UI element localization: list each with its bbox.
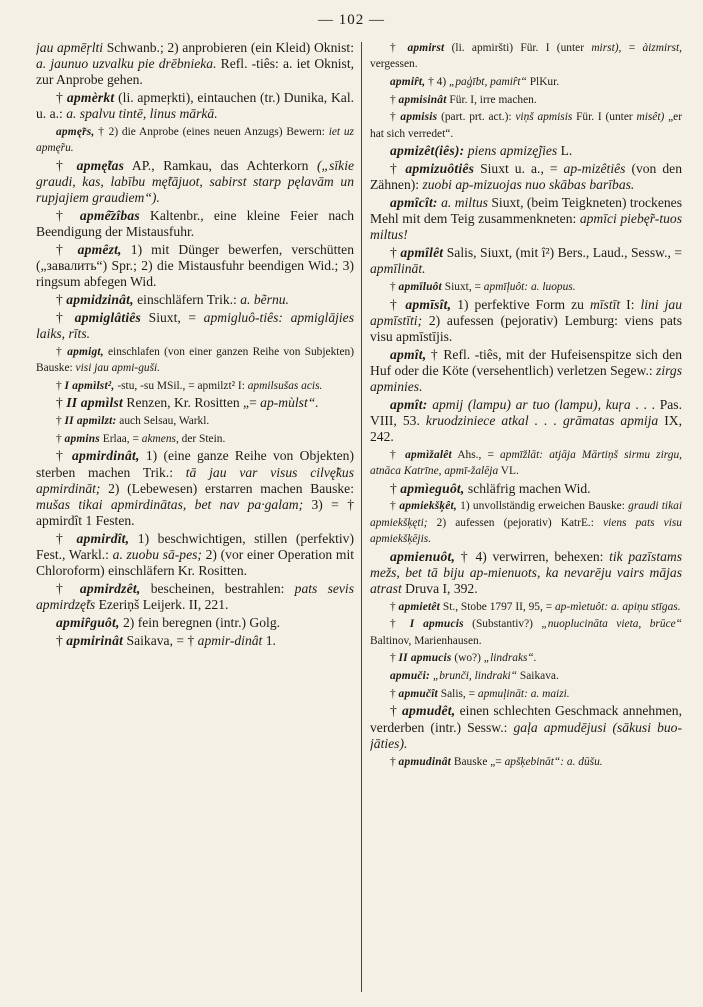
example-text: apmuļināt: a. maizi.	[477, 687, 570, 700]
dictionary-entry	[36, 615, 354, 631]
example-text: zuobi ap-mizuojas nuo skābas barības.	[422, 177, 635, 193]
definition-text: Renzen, Kr. Rositten „=	[122, 395, 261, 411]
example-text: apmilsušas acis.	[247, 379, 323, 392]
example-text: („sīkie graudi, kas, labību mę̃tājuot, sabirst starp pęlavām un rupjajiem graudiem“).	[36, 157, 354, 206]
example-text: lini jau apmīstīti;	[370, 296, 682, 328]
headword: I apmucis	[409, 618, 464, 631]
dictionary-entry	[370, 143, 682, 159]
definition-text: (part. prt. act.):	[437, 111, 516, 124]
definition-text: (li. apmiršti) Für. I (unter	[444, 42, 592, 54]
dictionary-entry	[370, 616, 682, 648]
headword: I apmìlst²,	[64, 379, 115, 392]
dagger-mark: †	[56, 395, 67, 411]
definition-text: 2) (vor einer Operation mit Chloroform) einschläfern Kr. Rositten.	[36, 547, 354, 579]
definition-text: St., Stobe 1797 II, 95, =	[440, 600, 555, 613]
page-number: — 102 —	[318, 12, 385, 28]
example-text: mīstīt	[589, 296, 621, 312]
example-text: apmīci piebę̃r-tuos miltus!	[370, 211, 682, 243]
dictionary-entry	[36, 158, 354, 207]
definition-text: einschläfern Trik.:	[133, 292, 241, 308]
definition-text: PlKur.	[526, 75, 560, 88]
headword: apmîcît:	[390, 194, 438, 210]
dictionary-entry	[370, 92, 682, 108]
definition-text: =	[621, 42, 643, 54]
dictionary-entry	[370, 245, 682, 277]
example-text: apmīlināt.	[370, 261, 426, 277]
example-text: ap-mùlst“.	[260, 395, 319, 411]
dictionary-entry	[370, 549, 682, 598]
dictionary-entry	[36, 633, 354, 649]
dictionary-entry	[370, 498, 682, 547]
headword: apmêzt,	[77, 241, 122, 257]
definition-text: Kaltenbr., eine kleine Feier nach Beendigung der Mistausfuhr.	[36, 208, 354, 240]
dictionary-entry	[370, 447, 682, 479]
headword: apmìeguôt,	[400, 480, 465, 496]
dictionary-entry	[370, 109, 682, 141]
example-text: àizmirst,	[642, 42, 682, 54]
definition-text: „er hat sich verredet“.	[370, 111, 682, 140]
dagger-mark: †	[56, 414, 65, 427]
example-text: viens pats visu apmiekšķējis.	[370, 516, 682, 545]
definition-text: -stu, -su MSil., = apmilzt² I:	[114, 379, 248, 392]
dictionary-entry	[370, 195, 682, 244]
left-column	[36, 40, 354, 995]
headword: apmīluôt	[398, 280, 442, 293]
headword: apmiȓt,	[390, 75, 426, 88]
dagger-mark: †	[56, 581, 80, 596]
definition-text: schläfrig machen Wid.	[464, 480, 591, 496]
example-text: apšķebināt“: a. dūšu.	[504, 755, 603, 768]
definition-text: 2) (Lebewesen) erstarren machen Bauske:	[100, 480, 354, 496]
example-text: graudi tikai apmiekšķęti;	[370, 500, 682, 529]
dagger-mark: †	[56, 90, 67, 106]
dagger-mark: †	[390, 296, 406, 312]
dictionary-entry	[370, 297, 682, 346]
dictionary-entry	[370, 686, 682, 702]
example-text: viņš apmisis	[515, 111, 573, 124]
headword: apmietêt	[398, 600, 441, 613]
dictionary-entry	[36, 431, 354, 447]
example-text: apmīļuôt: a. luopus.	[483, 280, 576, 293]
example-text: „lindraks“.	[483, 652, 537, 665]
definition-text: Bauske „=	[451, 755, 505, 768]
definition-text: VL.	[498, 465, 519, 478]
headword: apmudêt,	[402, 703, 456, 719]
column-divider	[361, 42, 362, 992]
headword: apmît:	[390, 396, 428, 412]
headword: apmę̃tas	[76, 157, 125, 173]
example-text: „paģībt, pamiȓt“	[449, 75, 527, 88]
example-text: a. zuobu sā-pes;	[112, 547, 202, 563]
example-text: mušas tikai apmirdinātas, bet nav pa·galam;	[36, 496, 304, 512]
dictionary-entry	[36, 344, 354, 376]
headword: apmît,	[390, 346, 427, 362]
headword: apmigt,	[67, 345, 104, 358]
dictionary-entry	[370, 599, 682, 615]
example-text: pats sevis apmirdzę̃ts	[36, 581, 354, 613]
example-text: a. bẽrnu.	[240, 292, 289, 308]
dictionary-entry	[370, 397, 682, 446]
definition-text: der Stein.	[178, 432, 226, 445]
definition-text: IX, 242.	[370, 412, 682, 445]
example-text: apmir-dinât	[197, 632, 263, 648]
dictionary-entry	[36, 310, 354, 342]
definition-text: 2) aufessen (pejorativ) Lemburg: viens pats visu apmīstījis.	[370, 312, 682, 344]
definition-text: † 4)	[425, 75, 449, 88]
dagger-mark: †	[56, 208, 80, 224]
example-text: ap-mizêtiês	[563, 160, 626, 176]
definition-text: Für. I (unter	[572, 111, 637, 124]
example-text: a. spalvu tintē, linus mārkā.	[66, 106, 218, 122]
definition-text: Saikava, = †	[123, 632, 198, 648]
definition-text: bescheinen, bestrahlen:	[140, 581, 295, 596]
example-text: „brunči, lindraki“	[432, 670, 518, 683]
dagger-mark: †	[56, 309, 75, 325]
headword: apmirst	[407, 42, 445, 54]
dictionary-entry	[36, 395, 354, 411]
definition-text: Siuxt, =	[441, 280, 484, 293]
definition-text: Erlaa, =	[99, 432, 142, 445]
definition-text: † 2) die Anprobe (eines neuen Anzugs) Bewern:	[94, 126, 329, 139]
dictionary-entry	[36, 581, 354, 613]
definition-text: (li. apmeŗkti), eintauchen (tr.) Dunika, Kal. u. a.:	[36, 90, 354, 122]
dagger-mark: †	[390, 244, 401, 260]
definition-text: † 4) verwirren, behexen:	[455, 548, 610, 564]
headword: apmèrkt	[66, 90, 115, 106]
dagger-mark: †	[390, 500, 400, 513]
dagger-mark: †	[56, 157, 77, 173]
example-text: apmij (lampu) ar tuo (lampu), kuŗa	[432, 396, 631, 412]
dictionary-entry	[36, 40, 354, 89]
dictionary-entry	[370, 668, 682, 684]
headword: apmisis	[400, 111, 438, 124]
dagger-mark: †	[390, 280, 399, 293]
definition-text: † Refl. -tiês, mit der Hufeisenspitze sich den Huf oder die Köte (versehentlich) verletzen Segew.:	[370, 346, 682, 378]
dagger-mark: †	[56, 379, 65, 392]
definition-text: auch Selsau, Warkl.	[116, 414, 210, 427]
definition-text: Für. I, irre machen.	[446, 93, 537, 106]
headword: apmìžalêt	[405, 448, 452, 461]
dictionary-entry	[36, 242, 354, 291]
headword: apmê̄zîbas	[79, 208, 140, 224]
example-text: jau apmēŗlti	[36, 40, 104, 55]
example-text: piens apmizę̃jies	[467, 143, 558, 159]
dictionary-entry	[36, 448, 354, 529]
definition-text: (wo?)	[451, 652, 484, 665]
definition-text: Ahs., =	[451, 448, 501, 461]
definition-text: Siuxt, (beim Teigkneten) trockenes Mehl mit dem Teig zusammenkneten:	[370, 194, 682, 227]
definition-text: Siuxt u. a., =	[474, 160, 564, 176]
dictionary-entry	[370, 754, 682, 770]
dictionary-entry	[36, 124, 354, 156]
dagger-mark: †	[390, 687, 399, 700]
headword: apmisinât	[398, 93, 447, 106]
example-text: kruodziniece atkal . . . grāmatas apmija	[425, 412, 659, 428]
dagger-mark: †	[56, 292, 67, 308]
dagger-mark: †	[390, 93, 399, 106]
dictionary-entry	[36, 531, 354, 580]
definition-text: (Substantiv?)	[463, 618, 542, 631]
dagger-mark: †	[56, 448, 72, 464]
dictionary-entry	[370, 74, 682, 90]
headword: apmirdît,	[76, 530, 130, 546]
dagger-mark: †	[56, 432, 65, 445]
dagger-mark: †	[390, 618, 410, 631]
example-text: a. jaunuo uzvalku pie drēbnieka.	[36, 56, 217, 72]
headword: apmiekšķêt,	[399, 500, 457, 513]
definition-text: Refl. -tiês: a. iet Oknist, zur Anprobe gehen.	[36, 56, 354, 88]
right-column	[370, 40, 682, 995]
definition-text: vergessen.	[370, 58, 418, 71]
example-text: visi jau apmi-guši.	[75, 361, 161, 374]
dagger-mark: †	[56, 632, 67, 648]
headword: apmidzinât,	[66, 292, 134, 308]
headword: II apmìlst	[66, 395, 123, 411]
definition-text: (von den Zähnen):	[370, 160, 682, 193]
dictionary-entry	[370, 703, 682, 752]
definition-text: Baltinov, Marienhausen.	[370, 634, 482, 647]
headword: II apmucis	[398, 652, 452, 665]
example-text: apmīžlāt: atjāja Mārtiņš sirmu zirgu, atnāca Katrīne, apmī-žalēja	[370, 448, 682, 478]
example-text: mirst),	[591, 42, 622, 54]
definition-text: Saikava.	[517, 670, 559, 683]
dictionary-entry	[370, 650, 682, 666]
headword: apmienuôt,	[390, 548, 456, 564]
definition-text: 2) aufessen (pejorativ) KatrE.:	[427, 516, 604, 529]
example-text: ap-mìetuôt: a. apiņu stīgas.	[554, 600, 681, 613]
definition-text: Ezeriņš Leijerk. II, 221.	[95, 597, 229, 613]
example-text: akmens,	[141, 432, 179, 445]
dictionary-entry	[36, 378, 354, 394]
dagger-mark: †	[390, 111, 401, 124]
headword: apmîlêt	[400, 244, 444, 260]
example-text: tā jau var visus cilvę̃kus apmirdināt;	[36, 464, 354, 496]
headword: apmirdzêt,	[79, 581, 141, 596]
dictionary-entry	[370, 161, 682, 193]
definition-text: 1) mit Dünger bewerfen, verschütten („завалить“) Spr.; 2) die Mistausfuhr beendigen Wid.; 3) ringsum abfegen Wid.	[36, 241, 354, 290]
dagger-mark: †	[390, 600, 399, 613]
dagger-mark: †	[390, 160, 406, 176]
example-text: „nuoplucināta vieta, brūce“	[541, 618, 682, 631]
headword: apmizêt(iês):	[390, 143, 465, 159]
dagger-mark: †	[390, 42, 408, 54]
dagger-mark: †	[390, 703, 402, 719]
definition-text: 2) fein beregnen (intr.) Golg.	[119, 614, 281, 630]
definition-text: L.	[557, 143, 573, 159]
example-text: iet uz apmę̃ru.	[36, 126, 354, 155]
example-text: apmigluô-tiês: apmiglājies laiks, rīts.	[36, 309, 354, 341]
dictionary-entry	[370, 481, 682, 497]
headword: apmirdinât,	[72, 448, 140, 464]
definition-text: 1) unvollständig erweichen Bauske:	[456, 500, 629, 513]
example-text: zirgs apminies.	[370, 362, 682, 395]
dagger-mark: †	[390, 448, 406, 461]
headword: apmiglâtiês	[74, 309, 142, 325]
headword: apmuči:	[390, 670, 430, 683]
dagger-mark: †	[56, 345, 68, 358]
definition-text: einen schlechten Geschmack annehmen, verderben (intr.) Sessw.:	[370, 703, 682, 735]
definition-text: . . . Pas. VIII, 53.	[370, 396, 682, 428]
definition-text: I:	[620, 296, 641, 312]
dictionary-entry	[370, 347, 682, 396]
dictionary-entry	[36, 413, 354, 429]
headword: apmirinât	[66, 632, 124, 648]
definition-text: Siuxt, =	[141, 309, 204, 325]
example-text: tik pazīstams mežs, bet tā biju ap-mienuots, ka nevarēju vairs mājas atrast	[370, 548, 682, 596]
dictionary-entry	[36, 208, 354, 240]
headword: apmę̃rs,	[56, 126, 95, 139]
example-text: a. miltus	[441, 194, 488, 210]
dictionary-entry	[36, 90, 354, 122]
dictionary-entry	[370, 40, 682, 72]
definition-text: Salis, =	[437, 687, 478, 700]
definition-text: 1) beschwichtigen, stillen (perfektiv) Fest., Warkl.:	[36, 530, 354, 563]
dagger-mark: †	[56, 241, 78, 257]
headword: apmīsît,	[405, 296, 452, 312]
dagger-mark: †	[390, 755, 399, 768]
definition-text: einschlafen (von einer ganzen Reihe von Subjekten) Bauske:	[36, 345, 354, 374]
dagger-mark: †	[56, 530, 77, 546]
dictionary-entry	[36, 292, 354, 308]
definition-text: 1) perfektive Form zu	[451, 296, 590, 312]
dictionary-entry	[370, 279, 682, 295]
definition-text: 3) = † apmirdît 1 Festen.	[36, 496, 354, 529]
headword: apmučît	[398, 687, 438, 700]
headword: apmins	[64, 432, 100, 445]
definition-text: Schwanb.; 2) anprobieren (ein Kleid) Oknist:	[103, 40, 354, 55]
definition-text: 1) (eine ganze Reihe von Objekten) sterben machen Trik.:	[36, 448, 354, 480]
dagger-mark: †	[390, 480, 401, 496]
definition-text: Salis, Siuxt, (mit î²) Bers., Laud., Sessw., =	[443, 244, 682, 260]
example-text: gaļa apmudējusi (sākusi buo-jāties).	[370, 719, 682, 751]
definition-text: AP., Ramkau, das Achterkorn	[124, 157, 317, 173]
definition-text: 1.	[262, 632, 276, 648]
headword: II apmìlzt:	[64, 414, 117, 427]
headword: apmizuôtiês	[405, 160, 475, 176]
example-text: misêt)	[636, 111, 665, 124]
headword: apmudinât	[398, 755, 451, 768]
dagger-mark: †	[390, 652, 399, 665]
headword: apmiȓguôt,	[56, 614, 120, 630]
definition-text: Druva I, 392.	[401, 581, 478, 596]
